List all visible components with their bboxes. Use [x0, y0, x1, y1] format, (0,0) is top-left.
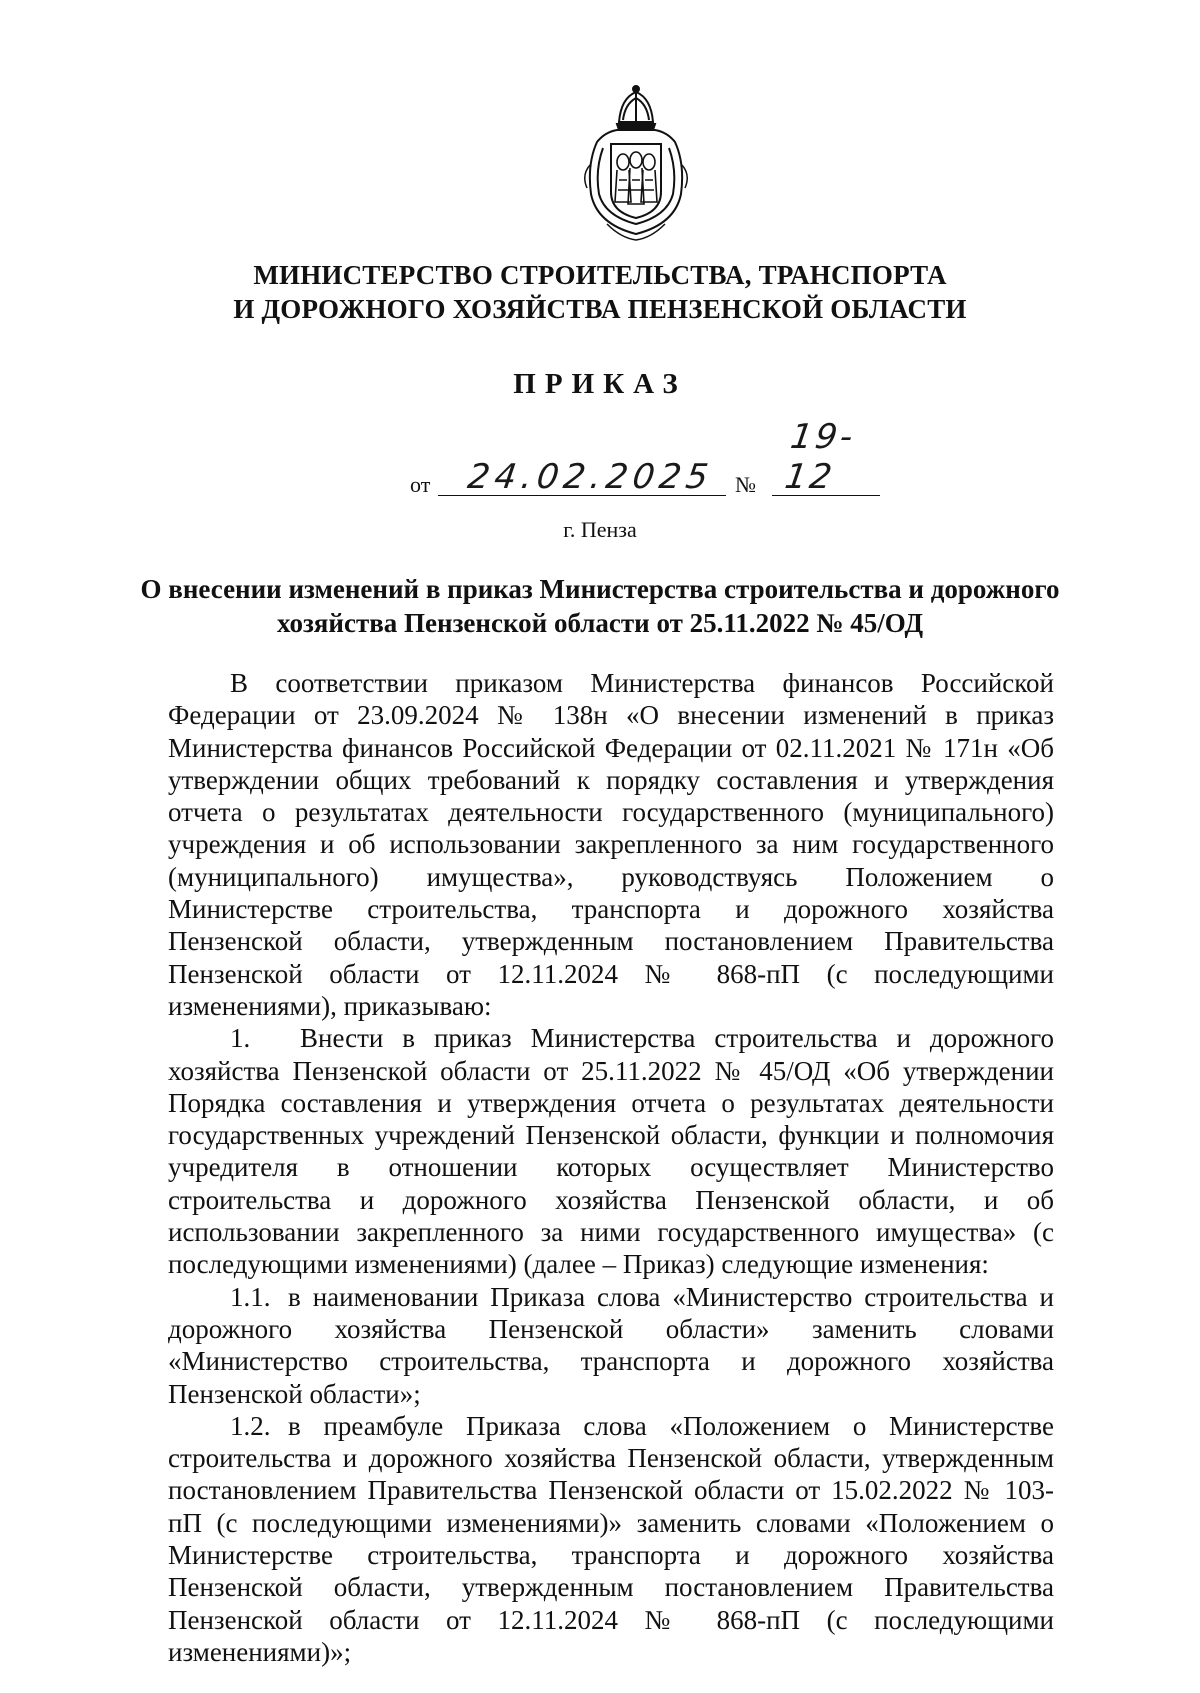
document-body — [168, 667, 1054, 1668]
ministry-name-line1: МИНИСТЕРСТВО СТРОИТЕЛЬСТВА, ТРАНСПОРТА — [253, 260, 947, 290]
coat-of-arms-emblem — [577, 84, 695, 244]
ministry-name-line2: И ДОРОЖНОГО ХОЗЯЙСТВА ПЕНЗЕНСКОЙ ОБЛАСТИ — [233, 294, 967, 324]
item-1-1-text: в наименовании Приказа слова «Министерство строительства и дорожного хозяйства Пензенской области» заменить словами «Министерство строительства, транспорта и дорожного хозяйства Пензенской области»; — [168, 1281, 1054, 1409]
date-number-row — [410, 417, 880, 504]
item-1-2-text: в преамбуле Приказа слова «Положением о Министерстве строительства и дорожного хозяйства Пензенской области, утвержденным постановлением Правительства Пензенской области от 15.02.2022 № 103-пП (с последующими изменениями)» заменить словами «Положением о Министерстве строительства, транспорта и дорожного хозяйства Пензенской области, утвержденным постановлением Правительства Пензенской области от 12.11.2024 № 868-пП (с последующими изменениями)»; — [168, 1410, 1054, 1667]
city-name: г. Пенза — [563, 517, 637, 542]
number-label: № — [735, 472, 756, 497]
handwritten-number: 19-12 — [782, 417, 859, 497]
item-1-number: 1. — [230, 1023, 251, 1054]
item-1-1-number: 1.1. — [230, 1281, 271, 1312]
item-1-paragraph — [168, 1022, 1054, 1280]
subject-title-line1: О внесении изменений в приказ Министерства строительства и дорожного — [140, 574, 1060, 604]
document-type-title: ПРИКАЗ — [513, 368, 687, 400]
subject-title-line2: хозяйства Пензенской области от 25.11.2022 № 45/ОД — [276, 608, 924, 638]
item-1-1-paragraph — [168, 1281, 1054, 1410]
item-1-text: Внести в приказ Министерства строительства и дорожного хозяйства Пензенской области от 25.11.2022 № 45/ОД «Об утверждении Порядка составления и утверждения отчета о результатах деятельности государственных учреждений Пензенской области, функции и полномочия учредителя в отношении которых осуществляет Министерство строительства и дорожного хозяйства Пензенской области, и об использовании закрепленного за ними государственного имущества» (с последующими изменениями) (далее – Приказ) следующие изменения: — [168, 1023, 1054, 1280]
handwritten-date: 24.02.2025 — [465, 457, 716, 497]
preamble-paragraph: В соответствии приказом Министерства финансов Российской Федерации от 23.09.2024 № 138н «О внесении изменений в приказ Министерства финансов Российской Федерации от 02.11.2021 № 171н «Об утверждении общих требований к порядку составления и утверждения отчета о результатах деятельности государственного (муниципального) учреждения и об использовании закрепленного за ним государственного (муниципального) имущества», руководствуясь Положением о Министерстве строительства, транспорта и дорожного хозяйства Пензенской области, утвержденным постановлением Правительства Пензенской области от 12.11.2024 № 868-пП (с последующими изменениями), приказываю: — [168, 668, 1054, 1021]
item-1-2-paragraph — [168, 1410, 1054, 1668]
item-1-2-number: 1.2. — [230, 1410, 271, 1441]
date-label: от — [410, 472, 431, 497]
